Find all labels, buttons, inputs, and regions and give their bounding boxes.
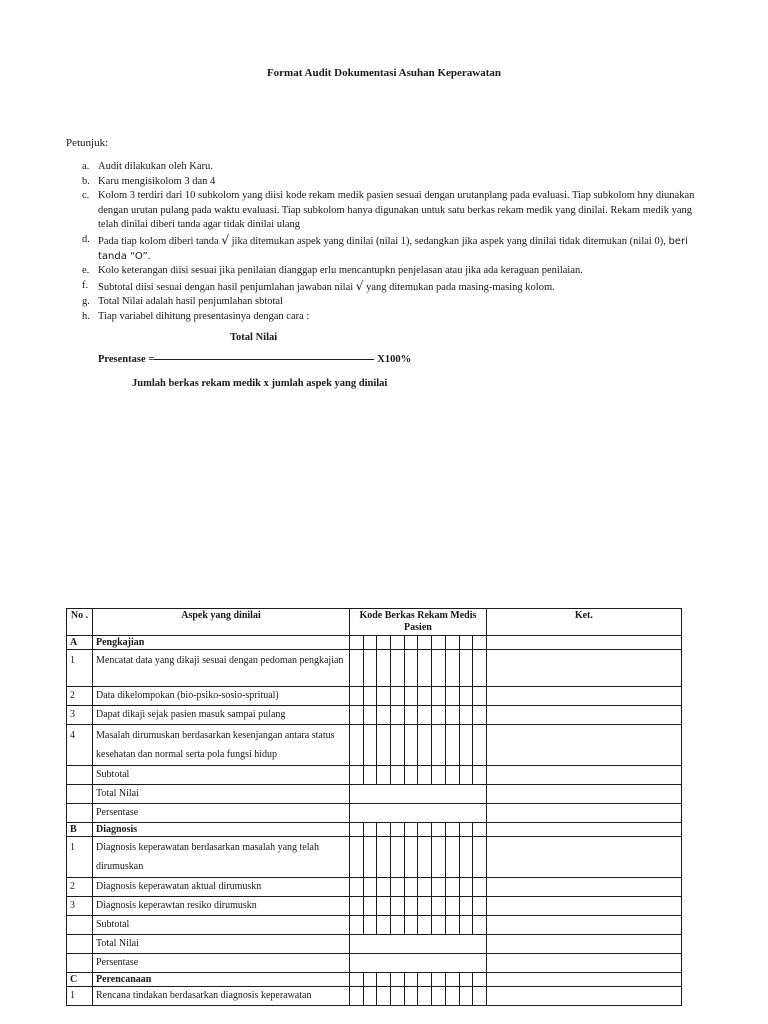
code-cell[interactable] (391, 650, 405, 687)
total-row (67, 935, 682, 954)
code-cell[interactable] (363, 897, 377, 916)
item-number: 3 (67, 706, 93, 725)
code-cell[interactable] (363, 823, 377, 837)
code-cell[interactable] (418, 823, 432, 837)
code-cell[interactable] (404, 687, 418, 706)
code-cell[interactable] (363, 636, 377, 650)
subtotal-label: Subtotal (93, 916, 350, 935)
code-cell[interactable] (404, 837, 418, 878)
code-cell[interactable] (445, 687, 459, 706)
code-cell[interactable] (432, 725, 446, 766)
code-cell[interactable] (391, 725, 405, 766)
code-cell[interactable] (418, 897, 432, 916)
handwritten-note: beri tanda “O” (98, 235, 688, 262)
instructions-label: Petunjuk: (66, 137, 109, 149)
formula-label: Presentase = (98, 354, 155, 365)
ket-cell[interactable] (486, 837, 681, 878)
code-cell[interactable] (432, 706, 446, 725)
empty-cell (67, 804, 93, 823)
code-cell[interactable] (445, 878, 459, 897)
code-cell[interactable] (404, 766, 418, 785)
code-cell[interactable] (473, 878, 487, 897)
code-cell[interactable] (377, 706, 391, 725)
code-cell[interactable] (418, 987, 432, 1006)
code-cell[interactable] (459, 725, 473, 766)
code-cell[interactable] (473, 687, 487, 706)
code-cell[interactable] (445, 916, 459, 935)
audit-table-body (67, 636, 682, 1006)
code-cell[interactable] (459, 837, 473, 878)
code-cell[interactable] (391, 916, 405, 935)
code-cell[interactable] (473, 973, 487, 987)
item-number: 4 (67, 725, 93, 766)
code-cell[interactable] (418, 916, 432, 935)
section-row (67, 973, 682, 987)
code-cell[interactable] (432, 636, 446, 650)
formula-denominator: Jumlah berkas rekam medik x jumlah aspek yang dinilai (132, 378, 388, 389)
code-cell[interactable] (377, 766, 391, 785)
section-title: Diagnosis (93, 823, 350, 837)
item-text: Diagnosis keperawatan berdasarkan masalah yang telah dirumuskan (93, 837, 350, 878)
item-text: Mencatat data yang dikaji sesuai dengan pedoman pengkajian (93, 650, 350, 687)
item-number: 2 (67, 687, 93, 706)
ket-cell[interactable] (486, 823, 681, 837)
instruction-item: a. Audit dilakukan oleh Karu. (82, 161, 213, 172)
code-cell[interactable] (377, 650, 391, 687)
code-cell[interactable] (404, 878, 418, 897)
code-cell[interactable] (363, 878, 377, 897)
subtotal-row (67, 916, 682, 935)
empty-cell (67, 785, 93, 804)
empty-cell (67, 916, 93, 935)
code-cell[interactable] (404, 706, 418, 725)
code-cell[interactable] (459, 973, 473, 987)
code-cell[interactable] (363, 987, 377, 1006)
table-row (67, 725, 682, 766)
code-cell[interactable] (391, 897, 405, 916)
table-row (67, 878, 682, 897)
table-row (67, 687, 682, 706)
code-cell[interactable] (404, 823, 418, 837)
code-cell[interactable] (391, 878, 405, 897)
merged-value-cell[interactable] (350, 785, 487, 804)
audit-table (66, 608, 682, 1006)
section-row (67, 823, 682, 837)
code-cell[interactable] (377, 837, 391, 878)
formula-numerator: Total Nilai (230, 332, 278, 343)
code-cell[interactable] (432, 987, 446, 1006)
ket-cell[interactable] (486, 954, 681, 973)
ket-cell[interactable] (486, 706, 681, 725)
code-cell[interactable] (363, 916, 377, 935)
persentase-row (67, 804, 682, 823)
code-cell[interactable] (459, 687, 473, 706)
header-kode: Kode Berkas Rekam Medis Pasien (350, 609, 487, 636)
code-cell[interactable] (391, 823, 405, 837)
code-cell[interactable] (418, 650, 432, 687)
empty-cell (67, 766, 93, 785)
code-cell[interactable] (350, 987, 364, 1006)
total-row (67, 785, 682, 804)
code-cell[interactable] (418, 837, 432, 878)
code-cell[interactable] (377, 878, 391, 897)
code-cell[interactable] (473, 650, 487, 687)
code-cell[interactable] (473, 766, 487, 785)
code-cell[interactable] (404, 973, 418, 987)
code-cell[interactable] (404, 916, 418, 935)
code-cell[interactable] (404, 725, 418, 766)
merged-value-cell[interactable] (350, 954, 487, 973)
ket-cell[interactable] (486, 987, 681, 1006)
table-row (67, 650, 682, 687)
section-row (67, 636, 682, 650)
code-cell[interactable] (363, 687, 377, 706)
code-cell[interactable] (404, 987, 418, 1006)
item-text: Diagnosis keperawatan aktual dirumuskn (93, 878, 350, 897)
instruction-item: f. Subtotal diisi sesuai dengan hasil penjumlahan jawaban nilai √ yang ditemukan pada masing-masing kolom. (82, 278, 555, 293)
item-text: Rencana tindakan berdasarkan diagnosis keperawatan (93, 987, 350, 1006)
code-cell[interactable] (432, 878, 446, 897)
ket-cell[interactable] (486, 897, 681, 916)
code-cell[interactable] (377, 916, 391, 935)
checkmark-icon: √ (355, 278, 364, 293)
code-cell[interactable] (418, 878, 432, 897)
table-row (67, 897, 682, 916)
section-title: Perencanaan (93, 973, 350, 987)
code-cell[interactable] (445, 636, 459, 650)
header-no: No . (67, 609, 93, 636)
ket-cell[interactable] (486, 804, 681, 823)
code-cell[interactable] (473, 823, 487, 837)
header-aspek: Aspek yang dinilai (93, 609, 350, 636)
code-cell[interactable] (350, 837, 364, 878)
code-cell[interactable] (459, 878, 473, 897)
code-cell[interactable] (432, 973, 446, 987)
checkmark-icon: √ (221, 232, 230, 247)
code-cell[interactable] (377, 636, 391, 650)
code-cell[interactable] (363, 650, 377, 687)
code-cell[interactable] (473, 725, 487, 766)
code-cell[interactable] (445, 823, 459, 837)
code-cell[interactable] (363, 837, 377, 878)
code-cell[interactable] (445, 897, 459, 916)
ket-cell[interactable] (486, 973, 681, 987)
code-cell[interactable] (445, 837, 459, 878)
code-cell[interactable] (363, 706, 377, 725)
empty-cell (67, 935, 93, 954)
code-cell[interactable] (350, 916, 364, 935)
code-cell[interactable] (363, 766, 377, 785)
code-cell[interactable] (377, 823, 391, 837)
code-cell[interactable] (432, 837, 446, 878)
code-cell[interactable] (350, 766, 364, 785)
ket-cell[interactable] (486, 935, 681, 954)
code-cell[interactable] (445, 706, 459, 725)
ket-cell[interactable] (486, 687, 681, 706)
code-cell[interactable] (404, 897, 418, 916)
code-cell[interactable] (418, 766, 432, 785)
code-cell[interactable] (418, 973, 432, 987)
code-cell[interactable] (377, 725, 391, 766)
ket-cell[interactable] (486, 650, 681, 687)
code-cell[interactable] (391, 987, 405, 1006)
code-cell[interactable] (404, 650, 418, 687)
code-cell[interactable] (459, 650, 473, 687)
ket-cell[interactable] (486, 878, 681, 897)
item-text: Masalah dirumuskan berdasarkan kesenjangan antara status kesehatan dan normal serta pola fungsi hidup (93, 725, 350, 766)
code-cell[interactable] (445, 987, 459, 1006)
code-cell[interactable] (459, 706, 473, 725)
code-cell[interactable] (377, 973, 391, 987)
code-cell[interactable] (350, 687, 364, 706)
instruction-item: b. Karu mengisikolom 3 dan 4 (82, 175, 216, 187)
code-cell[interactable] (391, 973, 405, 987)
code-cell[interactable] (350, 725, 364, 766)
total-label: Total Nilai (93, 935, 350, 954)
item-text: Data dikelompokan (bio-psiko-sosio-spritual) (93, 687, 350, 706)
code-cell[interactable] (350, 973, 364, 987)
code-cell[interactable] (473, 916, 487, 935)
code-cell[interactable] (445, 973, 459, 987)
total-label: Total Nilai (93, 785, 350, 804)
persentase-label: Persentase (93, 804, 350, 823)
table-row (67, 706, 682, 725)
code-cell[interactable] (418, 687, 432, 706)
code-cell[interactable] (459, 897, 473, 916)
code-cell[interactable] (473, 837, 487, 878)
code-cell[interactable] (418, 636, 432, 650)
merged-value-cell[interactable] (350, 935, 487, 954)
code-cell[interactable] (350, 897, 364, 916)
ket-cell[interactable] (486, 766, 681, 785)
fraction-bar (154, 359, 374, 360)
code-cell[interactable] (473, 987, 487, 1006)
item-number: 2 (67, 878, 93, 897)
code-cell[interactable] (418, 725, 432, 766)
code-cell[interactable] (432, 766, 446, 785)
code-cell[interactable] (377, 897, 391, 916)
item-number: 1 (67, 837, 93, 878)
code-cell[interactable] (391, 766, 405, 785)
section-letter: B (67, 823, 93, 837)
code-cell[interactable] (391, 687, 405, 706)
code-cell[interactable] (350, 650, 364, 687)
code-cell[interactable] (459, 636, 473, 650)
formula-multiplier: X100% (377, 354, 412, 365)
code-cell[interactable] (473, 897, 487, 916)
ket-cell[interactable] (486, 916, 681, 935)
code-cell[interactable] (445, 766, 459, 785)
code-cell[interactable] (432, 916, 446, 935)
code-cell[interactable] (473, 706, 487, 725)
code-cell[interactable] (473, 636, 487, 650)
code-cell[interactable] (363, 725, 377, 766)
section-letter: C (67, 973, 93, 987)
table-row (67, 987, 682, 1006)
item-number: 3 (67, 897, 93, 916)
table-row (67, 837, 682, 878)
persentase-row (67, 954, 682, 973)
item-number: 1 (67, 987, 93, 1006)
empty-cell (67, 954, 93, 973)
instructions-list (82, 160, 702, 325)
instruction-item: e. Kolo keterangan diisi sesuai jika penilaian dianggap erlu mencantupkn penjelasan atau jika ada keraguan penilaian. (82, 265, 583, 277)
header-ket: Ket. (486, 609, 681, 636)
code-cell[interactable] (350, 878, 364, 897)
code-cell[interactable] (391, 837, 405, 878)
code-cell[interactable] (445, 725, 459, 766)
code-cell[interactable] (432, 687, 446, 706)
code-cell[interactable] (459, 823, 473, 837)
item-text: Dapat dikaji sejak pasien masuk sampai pulang (93, 706, 350, 725)
code-cell[interactable] (432, 897, 446, 916)
instruction-item: g. Total Nilai adalah hasil penjumlahan sbtotal (82, 296, 284, 308)
code-cell[interactable] (350, 636, 364, 650)
code-cell[interactable] (363, 973, 377, 987)
code-cell[interactable] (350, 706, 364, 725)
section-letter: A (67, 636, 93, 650)
code-cell[interactable] (418, 706, 432, 725)
item-text: Diagnosis keperawtan resiko dirumuskn (93, 897, 350, 916)
merged-value-cell[interactable] (350, 804, 487, 823)
code-cell[interactable] (350, 823, 364, 837)
instruction-item: h. Tiap variabel dihitung presentasinya dengan cara : (82, 310, 310, 322)
code-cell[interactable] (432, 823, 446, 837)
item-number: 1 (67, 650, 93, 687)
ket-cell[interactable] (486, 725, 681, 766)
ket-cell[interactable] (486, 785, 681, 804)
instruction-item: c. Kolom 3 terdiri dari 10 subkolom yang diisi kode rekam medik pasien sesuai dengan urutanplang pada evaluasi. Tiap subkolom hny diunakan dengan urutan pulang pada waktu evaluasi. Tiap subkolom hanya digunakan untuk satu berkas rekam medik yang dinilai. Rekam medik yang telah dinilai diberi tanda agar tidak dinilai ulang (82, 190, 695, 231)
ket-cell[interactable] (486, 636, 681, 650)
code-cell[interactable] (391, 706, 405, 725)
code-cell[interactable] (459, 987, 473, 1006)
code-cell[interactable] (432, 650, 446, 687)
code-cell[interactable] (404, 636, 418, 650)
code-cell[interactable] (377, 987, 391, 1006)
page-title: Format Audit Dokumentasi Asuhan Keperawatan (266, 67, 502, 79)
code-cell[interactable] (391, 636, 405, 650)
code-cell[interactable] (445, 650, 459, 687)
section-title: Pengkajian (93, 636, 350, 650)
subtotal-label: Subtotal (93, 766, 350, 785)
persentase-label: Persentase (93, 954, 350, 973)
subtotal-row (67, 766, 682, 785)
instruction-item: d. Pada tiap kolom diberi tanda √ jika ditemukan aspek yang dinilai (nilai 1), sedangkan jika aspek yang dinilai tidak ditemukan (nilai 0), beri tanda “O”. (82, 232, 688, 262)
code-cell[interactable] (377, 687, 391, 706)
code-cell[interactable] (459, 916, 473, 935)
formula-line (98, 354, 411, 365)
code-cell[interactable] (459, 766, 473, 785)
